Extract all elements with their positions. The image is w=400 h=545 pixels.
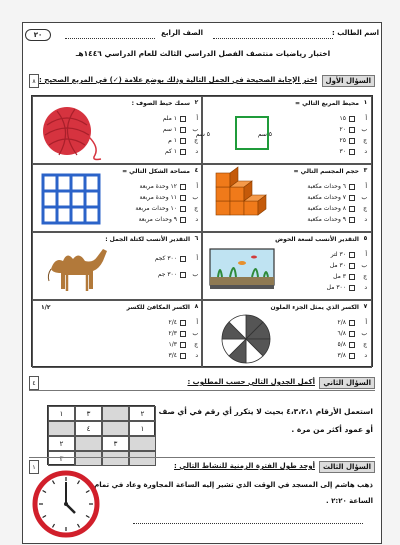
- checkbox[interactable]: [180, 342, 186, 348]
- checkbox[interactable]: [349, 274, 355, 280]
- table-cell[interactable]: ١: [48, 406, 75, 421]
- question-7: ٧ الكسر الذي يمثل الجزء الملون أ٢/٨ ب٦/٨ ج٥/٨ د٣/٨: [201, 300, 372, 368]
- checkbox[interactable]: [180, 331, 186, 337]
- checkbox[interactable]: [349, 252, 355, 258]
- question-2: ٢ سمك خيط الصوف : أ١ ملم ب١ سم ج١ م د١ كم: [32, 96, 203, 164]
- table-cell[interactable]: ١: [129, 421, 156, 436]
- grid-figure: [41, 173, 105, 227]
- section3-tag: السؤال الثالث: [319, 461, 375, 473]
- section2-paragraph-line1: استعمل الأرقام ٤،٣،٢،١ بحيث لا يتكرر أي رقم في أي صف: [158, 407, 373, 416]
- checkbox[interactable]: [349, 320, 355, 326]
- square-side-label-left: ٥ سم: [195, 131, 210, 138]
- checkbox[interactable]: [349, 217, 355, 223]
- checkbox[interactable]: [349, 206, 355, 212]
- section1-header: [29, 75, 375, 87]
- checkbox[interactable]: [349, 353, 355, 359]
- checkbox[interactable]: [180, 206, 186, 212]
- checkbox[interactable]: [349, 285, 355, 291]
- camel-image: [37, 239, 117, 297]
- given-fraction: ١/٢: [41, 304, 51, 311]
- exam-sheet: [22, 22, 382, 544]
- table-cell[interactable]: ٤: [75, 421, 102, 436]
- checkbox[interactable]: [349, 184, 355, 190]
- grade-label: الصف الرابع: [161, 29, 203, 37]
- table-cell[interactable]: ٣: [48, 451, 75, 466]
- table-cell[interactable]: ٢: [129, 406, 156, 421]
- checkbox[interactable]: [349, 138, 355, 144]
- table-cell[interactable]: ٣: [102, 436, 129, 451]
- question-1: ١ محيط المربع التالي = أ١٥ ب٢٠ ج٢٥ د٣٠ ٥ سم ٥ سم: [201, 96, 372, 164]
- checkbox[interactable]: [180, 353, 186, 359]
- header: [23, 29, 383, 43]
- checkbox[interactable]: [349, 127, 355, 133]
- questions-grid: [31, 95, 373, 367]
- question-5: ٥ التقدير الأنسب لسعة الحوض أ٣٠ لتر ب٣٠ مل ج٣ مل د٣٠٠ مل: [201, 232, 372, 300]
- checkbox[interactable]: [349, 331, 355, 337]
- clock-image: [31, 469, 101, 539]
- question-4: ٤ مساحة الشكل التالي = أ١٢ وحدة مربعة ب١١ وحدة مربعة ج١٠ وحدات مربعة د٩ وحدات مربعة: [32, 164, 203, 232]
- section2-mark: ٤: [29, 376, 39, 390]
- checkbox[interactable]: [180, 127, 186, 133]
- table-cell[interactable]: ٣: [75, 406, 102, 421]
- question-6: ٦ التقدير الأنسب لكتلة الجمل : أ٣٠٠ كجم ب٣٠٠ جم: [32, 232, 203, 300]
- section3-mark: ١: [29, 460, 39, 474]
- checkbox[interactable]: [349, 116, 355, 122]
- checkbox[interactable]: [180, 256, 186, 262]
- section3-paragraph-line1: ذهب هاشم إلى المسجد في الوقت الذي تشير إليه الساعة المجاورة وعاد في تمام: [94, 481, 373, 489]
- checkbox[interactable]: [349, 149, 355, 155]
- section3-divider: [29, 457, 375, 458]
- checkbox[interactable]: [180, 138, 186, 144]
- checkbox[interactable]: [349, 263, 355, 269]
- checkbox[interactable]: [180, 217, 186, 223]
- exam-title: اختبار رياضيات منتصف الفصل الدراسي الثالث للعام الدراسي ١٤٤٦هـ: [75, 49, 331, 58]
- section1-mark: ٨: [29, 74, 39, 88]
- section1-tag: السؤال الأول: [322, 75, 376, 87]
- table-cell-blank[interactable]: [75, 436, 102, 451]
- grade-line: [65, 38, 155, 39]
- checkbox[interactable]: [349, 342, 355, 348]
- total-score: ٢٠: [25, 29, 51, 41]
- checkbox[interactable]: [180, 320, 186, 326]
- section3-paragraph-line2: الساعة ٢:٢٠ .: [326, 497, 373, 505]
- yarn-ball-image: [37, 103, 107, 161]
- table-cell-blank[interactable]: [102, 421, 129, 436]
- section2-instruction: أكمل الجدول التالي حسب المطلوب :: [187, 378, 315, 386]
- aquarium-image: [208, 245, 278, 293]
- checkbox[interactable]: [349, 195, 355, 201]
- checkbox[interactable]: [180, 272, 186, 278]
- student-name-label: اسم الطالب :: [332, 29, 379, 37]
- table-cell-blank[interactable]: [129, 436, 156, 451]
- section2-paragraph-line2: أو عمود أكثر من مرة .: [291, 425, 373, 434]
- table-cell-blank[interactable]: [48, 421, 75, 436]
- square-side-label-right: ٥ سم: [257, 131, 272, 138]
- cubes-figure: [212, 173, 274, 229]
- section2-divider: [29, 375, 375, 391]
- question-3: ٣ حجم المجسم التالي = أ٦ وحدات مكعبة ب٧ وحدات مكعبة ج٨ وحدات مكعبة د٩ وحدات مكعبة: [201, 164, 372, 232]
- checkbox[interactable]: [180, 195, 186, 201]
- section2-tag: السؤال الثاني: [319, 377, 375, 389]
- question-8: ٨ الكسر المكافئ للكسر ١/٢ أ٢/٤ ب٢/٣ ج١/٣ د٣/٤: [32, 300, 203, 368]
- checkbox[interactable]: [180, 116, 186, 122]
- square-figure: [195, 109, 286, 157]
- latin-square-table: [47, 405, 155, 465]
- checkbox[interactable]: [180, 149, 186, 155]
- student-name-line: [213, 38, 333, 39]
- checkbox[interactable]: [180, 184, 186, 190]
- answer-line: [133, 523, 363, 524]
- section1-instruction: اختر الإجابة الصحيحة في الجمل التالية وذلك بوضع علامة (✓) في المربع الصحيح :: [39, 76, 317, 84]
- table-cell[interactable]: ٢: [48, 436, 75, 451]
- section3-instruction: أوجد طول الفترة الزمنية للنشاط التالي :: [174, 462, 315, 470]
- table-cell-blank[interactable]: [102, 406, 129, 421]
- fraction-circle: [218, 311, 274, 367]
